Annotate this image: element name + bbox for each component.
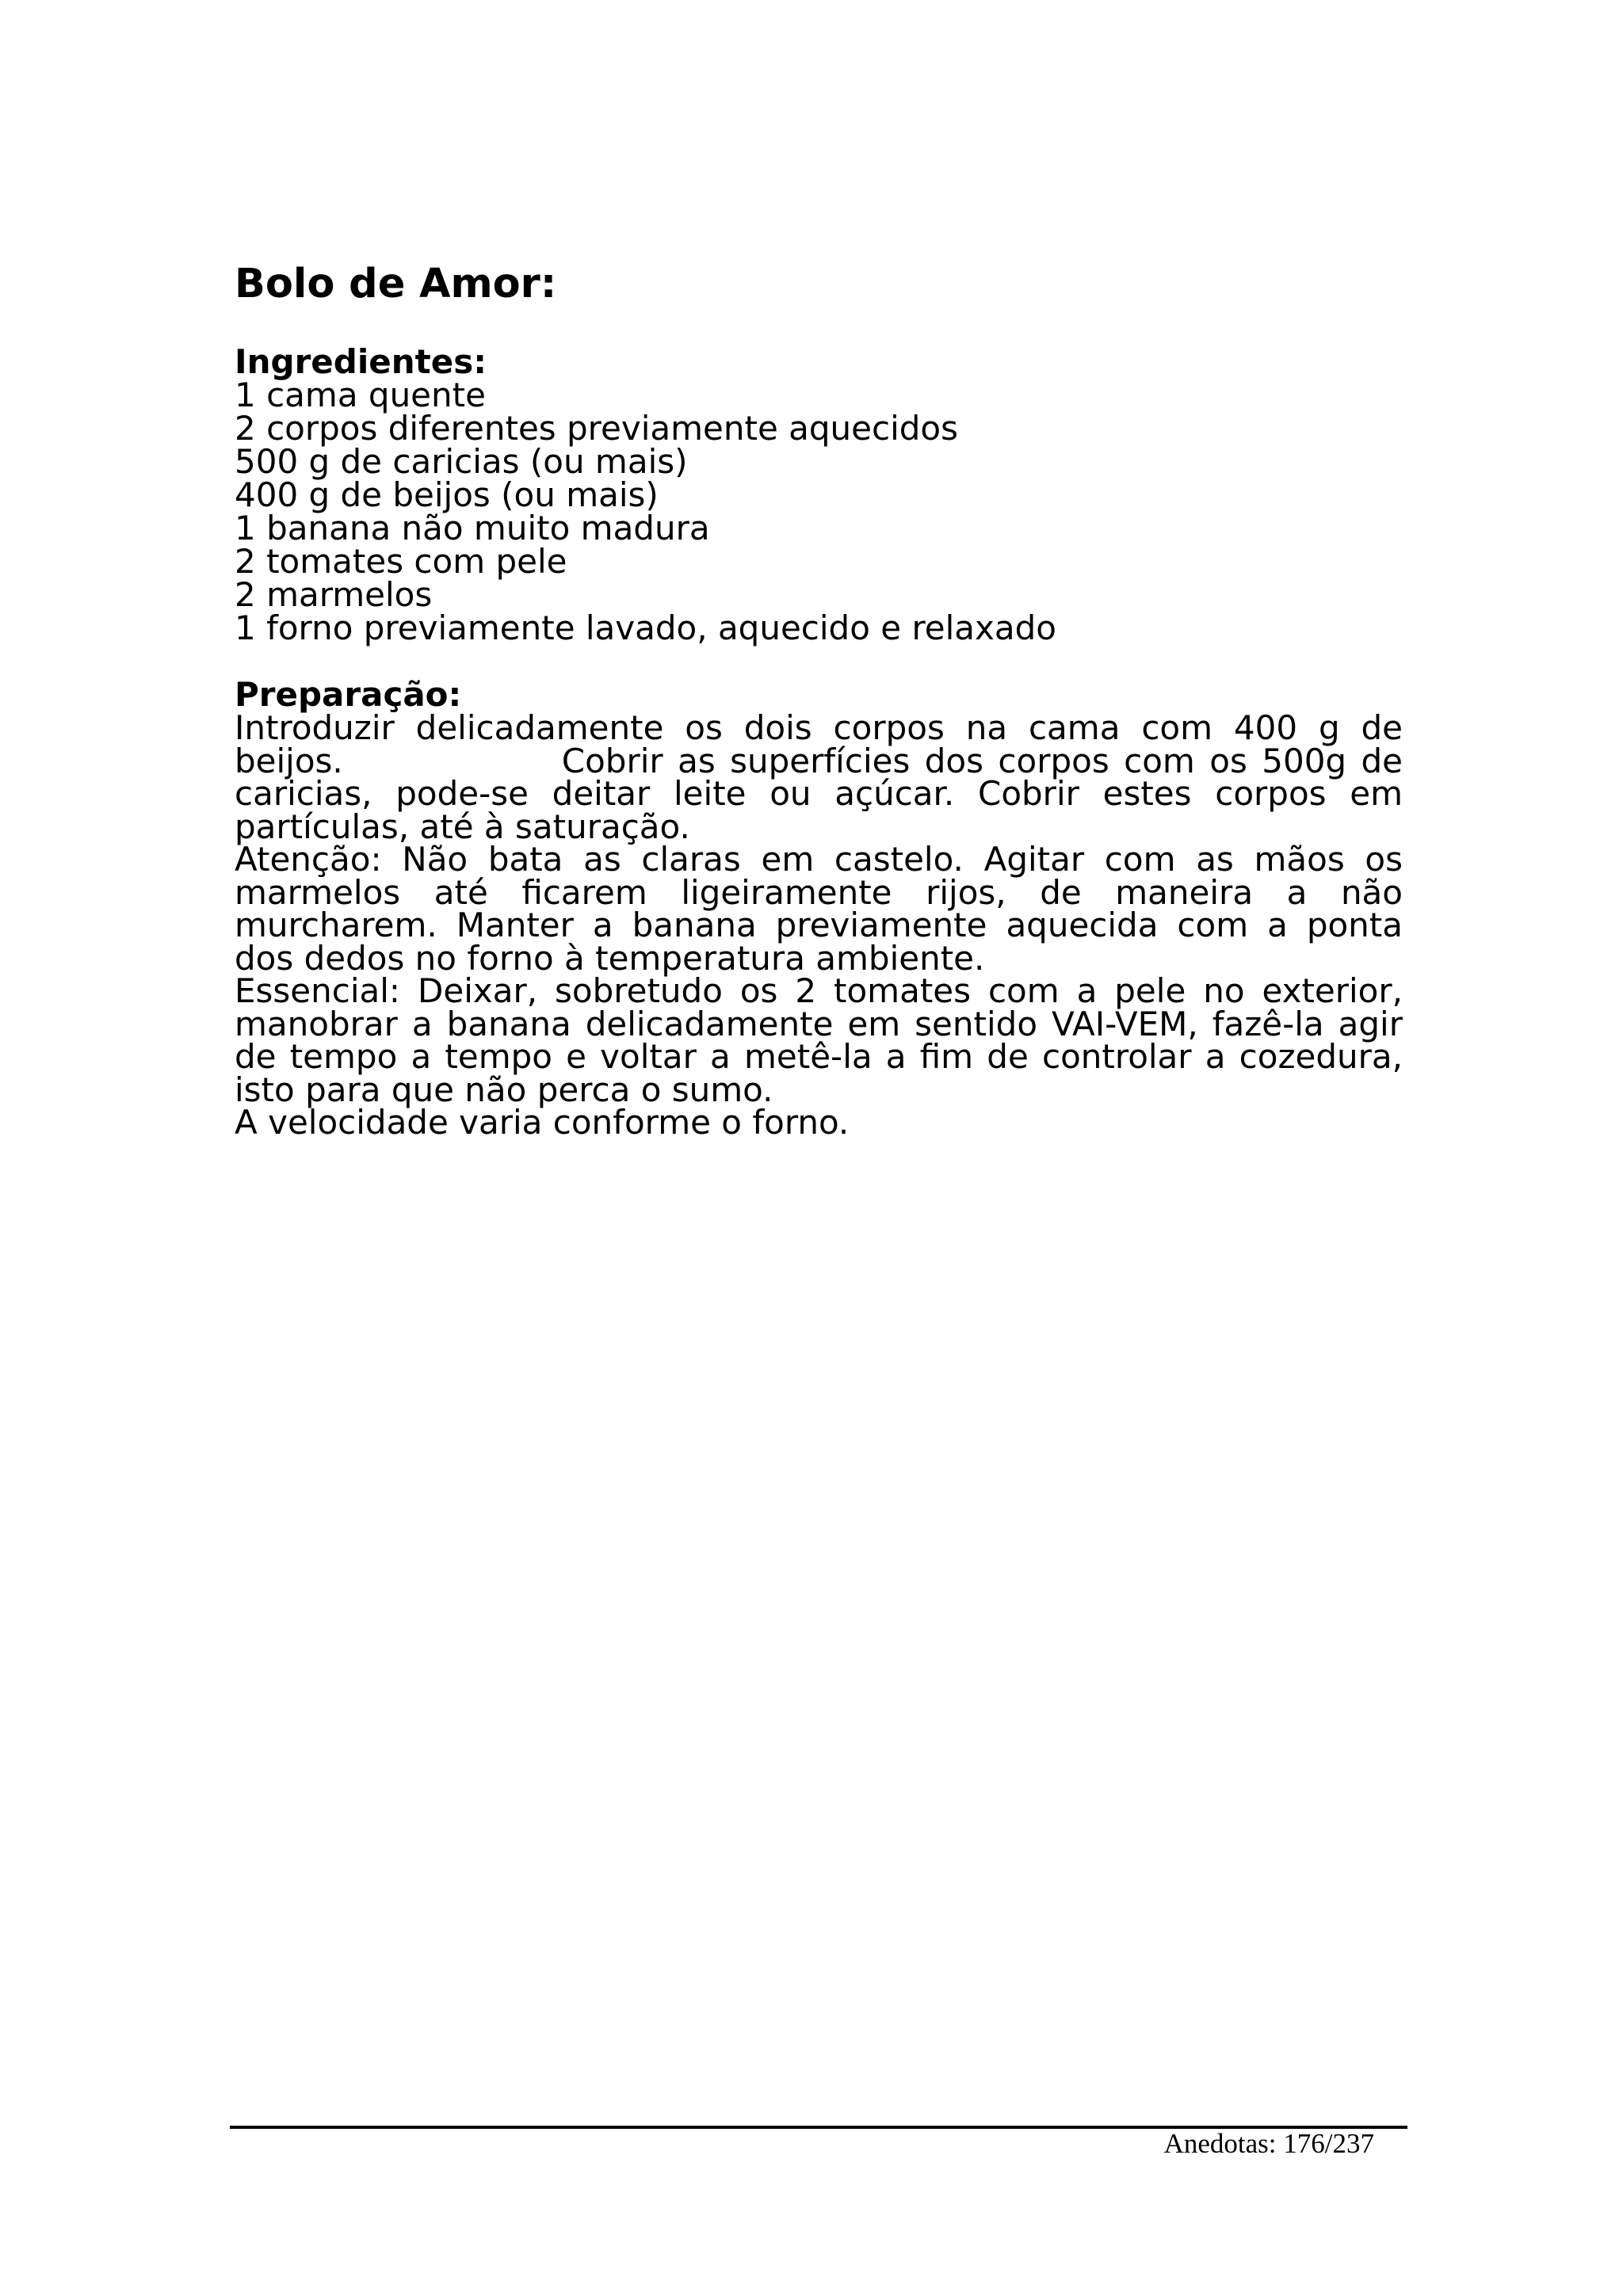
document-body [235,258,1403,1142]
preparation-paragraph [235,708,1403,846]
ingredient-item: 1 forno previamente lavado, aquecido e relaxado [235,608,1056,647]
preparation-paragraph: A velocidade varia conforme o forno. [235,1103,850,1142]
preparation-section [235,675,1403,1142]
preparation-paragraph: Atenção: Não bata as claras em castelo. Agitar com as mãos os marmelos até ficarem ligeiramente rijos, de maneira a não murcharem. Manter a banana previamente aquecida com a ponta dos dedos no forno à temperatura ambiente. [235,840,1403,978]
preparation-paragraph: Essencial: Deixar, sobretudo os 2 tomates com a pele no exterior, manobrar a banana delicadamente em sentido VAI-VEM, fazê-la agir de tempo a tempo e voltar a metê-la a fim de controlar a cozedura, isto para que não perca o sumo. [235,971,1403,1109]
ingredients-heading: Ingredientes: [235,342,487,381]
ingredient-item: 1 banana não muito madura [235,509,710,547]
preparation-heading: Preparação: [235,675,462,714]
page-number: Anedotas: 176/237 [1163,2128,1374,2159]
ingredient-item: 500 g de caricias (ou mais) [235,442,688,481]
ingredient-list [235,376,1403,647]
preparation-text: Introduzir delicadamente os dois corpos na cama com 400 g de beijos. [235,708,1403,780]
preparation-text: Cobrir as superfícies dos corpos com os 500g de caricias, pode-se deitar leite ou açúcar. Cobrir estes corpos em partículas, até à saturação. [235,741,1403,846]
ingredient-item: 2 tomates com pele [235,542,567,581]
ingredient-item: 2 corpos diferentes previamente aquecidos [235,409,959,448]
ingredient-item: 2 marmelos [235,575,433,614]
recipe-title: Bolo de Amor: [235,261,557,307]
ingredient-item: 400 g de beijos (ou mais) [235,475,659,514]
ingredients-section [235,342,1403,647]
ingredient-item: 1 cama quente [235,376,486,414]
